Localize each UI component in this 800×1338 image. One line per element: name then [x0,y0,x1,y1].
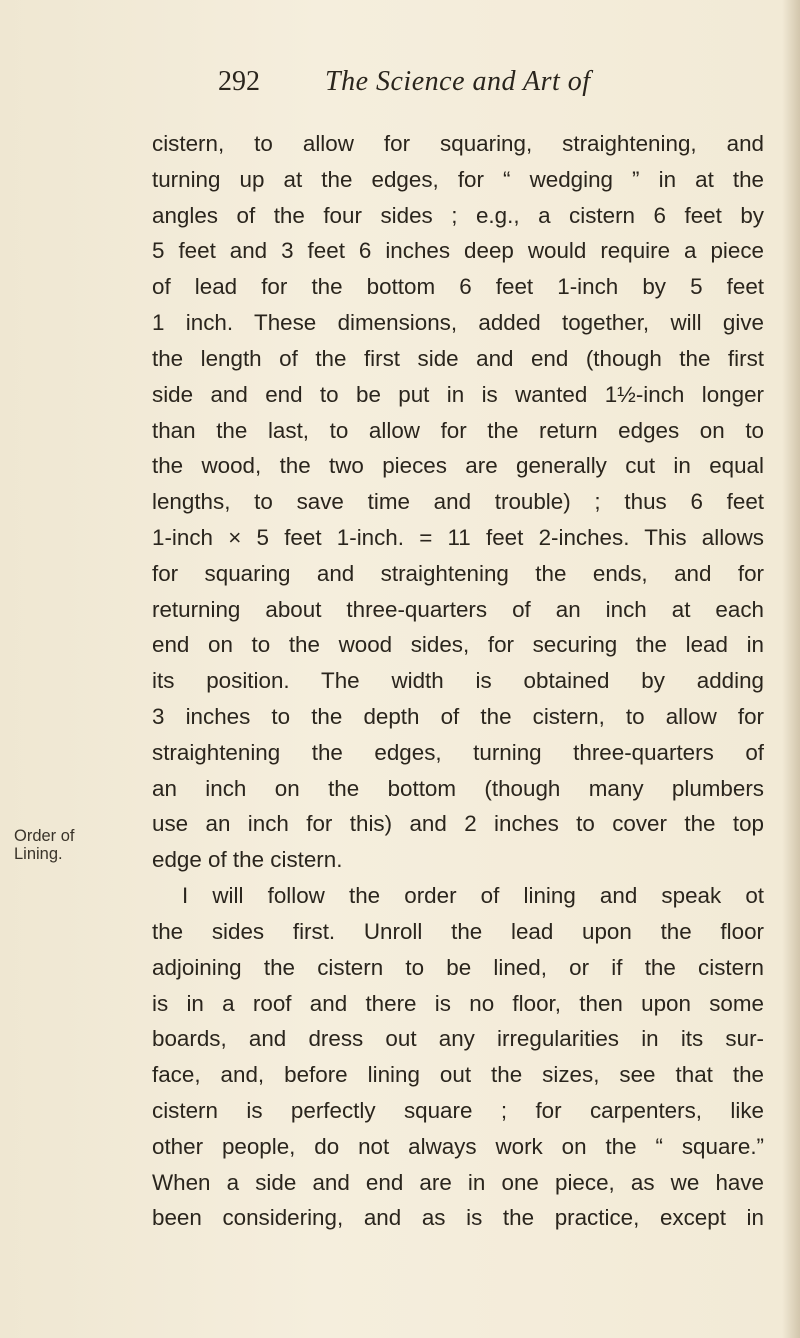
text-line: face, and, before lining out the sizes, see that the [152,1062,764,1088]
text-line: the wood, the two pieces are generally cut in equal [152,453,764,479]
text-line: than the last, to allow for the return edges on to [152,417,764,443]
text-line: been considering, and as is the practice, except in [152,1205,764,1231]
body-text [152,126,764,1236]
margin-note [14,827,75,863]
text-line: is in a roof and there is no floor, then upon some [152,990,764,1016]
text-line: other people, do not always work on the “ square.” [152,1133,764,1159]
text-line: adjoining the cistern to be lined, or if the cistern [152,954,764,980]
page-header [0,66,800,106]
margin-note-line: Order of [14,827,75,845]
text-line: for squaring and straightening the ends, and for [152,560,764,586]
text-line: edge of the cistern. [152,847,343,873]
text-line: angles of the four sides ; e.g., a cistern 6 feet by [152,202,764,228]
text-line: turning up at the edges, for “ wedging ” in at the [152,166,764,192]
text-line: side and end to be put in is wanted 1½-inch longer [152,381,764,407]
text-line: of lead for the bottom 6 feet 1-inch by 5 feet [152,274,764,300]
text-line: boards, and dress out any irregularities in its sur- [152,1026,764,1052]
text-line: its position. The width is obtained by adding [152,668,764,694]
text-line: lengths, to save time and trouble) ; thus 6 feet [152,489,764,515]
text-line: When a side and end are in one piece, as we have [152,1169,764,1195]
text-line: an inch on the bottom (though many plumbers [152,775,764,801]
text-line: end on to the wood sides, for securing the lead in [152,632,764,658]
text-line: straightening the edges, turning three-quarters of [152,739,764,765]
page-edge-shadow [782,0,800,1338]
text-line: 1 inch. These dimensions, added together, will give [152,310,764,336]
text-line: 5 feet and 3 feet 6 inches deep would require a piece [152,238,764,264]
text-line: the sides first. Unroll the lead upon the floor [152,918,764,944]
text-line: 1-inch × 5 feet 1-inch. = 11 feet 2-inches. This allows [152,524,764,550]
text-line: 3 inches to the depth of the cistern, to allow for [152,704,764,729]
text-line: the length of the first side and end (though the first [152,345,764,371]
running-title: The Science and Art of [325,66,591,97]
text-line: cistern, to allow for squaring, straightening, and [152,131,764,156]
page-number: 292 [218,66,260,97]
text-line: returning about three-quarters of an inch at each [152,596,764,622]
text-line: cistern is perfectly square ; for carpenters, like [152,1097,764,1123]
text-line: I will follow the order of lining and speak ot [182,883,764,909]
text-line: use an inch for this) and 2 inches to cover the top [152,811,764,837]
margin-note-line: Lining. [14,845,63,863]
